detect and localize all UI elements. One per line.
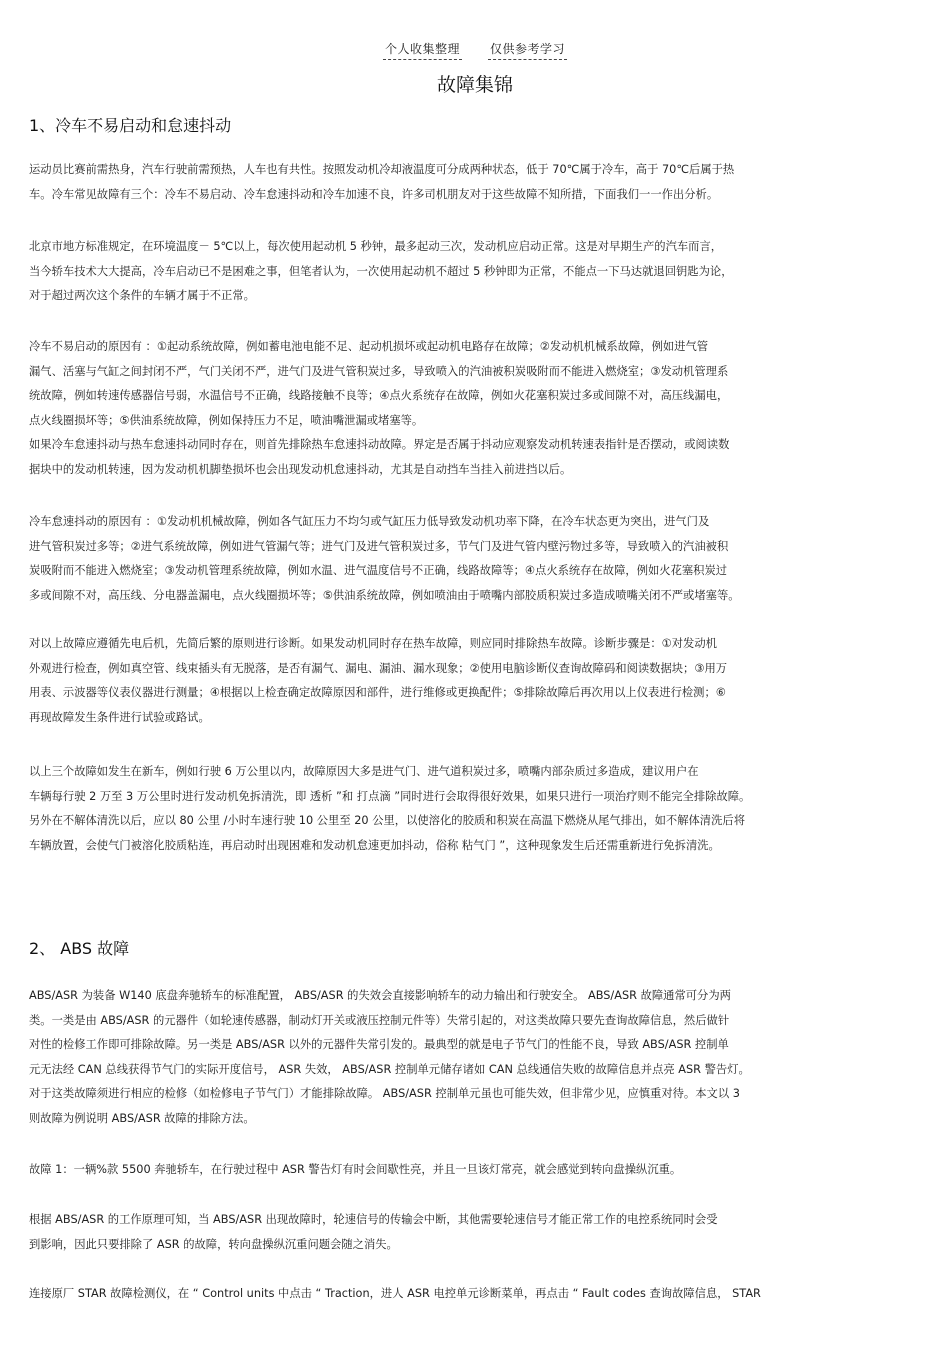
- text-line: 车。冷车常见故障有三个：冷车不易启动、冷车怠速抖动和冷车加速不良，许多司机朋友对于这些故障不知所措，下面我们一一作出分析。: [29, 187, 719, 201]
- section1-paragraph-4: [29, 510, 921, 608]
- document-title: 故障集锦: [436, 74, 513, 96]
- text-line: 另外在不解体清洗以后，应以 80 公里 /小时车速行驶 10 公里至 20 公里，以使溶化的胶质和积炭在高温下燃烧从尾气排出，如不解体清洗后将: [29, 814, 745, 828]
- text-line: 冷车不易启动的原因有 ：①起动系统故障，例如蓄电池电能不足、起动机损坏或起动机电路存在故障；②发动机机械系故障，例如进气管: [29, 340, 709, 353]
- section1-paragraph-6: [29, 760, 921, 858]
- section2-paragraph-3: [29, 1208, 921, 1257]
- section2-paragraph-2: [29, 1158, 921, 1183]
- text-line: 对于这类故障须进行相应的检修（如检修电子节气门）才能排除故障。 ABS/ASR 控制单元虽也可能失效，但非常少见，应慎重对待。本文以 3: [29, 1087, 740, 1101]
- text-line: 故障 1：一辆%款 5500 奔驰轿车，在行驶过程中 ASR 警告灯有时会间歇性亮，并且一旦该灯常亮，就会感觉到转向盘操纵沉重。: [29, 1163, 682, 1176]
- text-line: 点火线圈损坏等；⑤供油系统故障，例如保持压力不足，喷油嘴泄漏或堵塞等。: [29, 413, 424, 427]
- text-line: 统故障，例如转速传感器信号弱，水温信号不正确，线路接触不良等；④点火系统存在故障，例如火花塞积炭过多或间隙不对，高压线漏电，: [29, 389, 729, 403]
- text-line: 连接原厂 STAR 故障检测仪，在 “ Control units 中点击 “ Traction，进人 ASR 电控单元诊断菜单，再点击 “ Fault codes 查询故障信息， STAR: [29, 1287, 761, 1300]
- text-line: 对性的检修工作即可排除故障。另一类是 ABS/ASR 以外的元器件失常引发的。最典型的就是电子节气门的性能不良，导致 ABS/ASR 控制单: [29, 1038, 729, 1052]
- page-header: [0, 40, 950, 60]
- text-line: 北京市地方标准规定，在环境温度－ 5℃以上，每次使用起动机 5 秒钟，最多起动三次，发动机应启动正常。这是对早期生产的汽车而言，: [29, 240, 723, 253]
- header-right-text: 仅供参考学习: [488, 40, 567, 60]
- text-line: 类。一类是由 ABS/ASR 的元器件（如轮速传感器，制动灯开关或液压控制元件等）失常引起的，对这类故障只要先查询故障信息，然后做针: [29, 1013, 730, 1027]
- text-line: 车辆放置，会使气门被溶化胶质粘连，再启动时出现困难和发动机怠速更加抖动，俗称 粘气门 ”，这种现象发生后还需重新进行免拆清洗。: [29, 838, 720, 852]
- text-line: 根据 ABS/ASR 的工作原理可知，当 ABS/ASR 出现故障时，轮速信号的传输会中断，其他需要轮速信号才能正常工作的电控系统同时会受: [29, 1213, 718, 1226]
- text-line: 到影响，因此只要排除了 ASR 的故障，转向盘操纵沉重问题会随之消失。: [29, 1237, 398, 1251]
- text-line: 如果冷车怠速抖动与热车怠速抖动同时存在，则首先排除热车怠速抖动故障。界定是否属于抖动应观察发动机转速表指针是否摆动，或阅读数: [29, 438, 730, 452]
- section1-paragraph-1: [29, 158, 921, 207]
- section2-paragraph-1: [29, 984, 921, 1132]
- section2-paragraph-4: [29, 1282, 921, 1307]
- text-line: 进气管积炭过多等；②进气系统故障，例如进气管漏气等；进气门及进气管积炭过多，节气门及进气管内壁污物过多等，导致喷入的汽油被积: [29, 539, 729, 553]
- header-left-text: 个人收集整理: [383, 40, 462, 60]
- section1-paragraph-5: [29, 632, 921, 730]
- section1-heading: 1、冷车不易启动和怠速抖动: [29, 116, 232, 135]
- section2-heading: 2、 ABS 故障: [29, 939, 130, 958]
- text-line: 车辆每行驶 2 万至 3 万公里时进行发动机免拆清洗，即 透析 ”和 打点滴 ”同时进行会取得很好效果，如果只进行一项治疗则不能完全排除故障。: [29, 789, 751, 803]
- text-line: 用表、示波器等仪表仪器进行测量；④根据以上检查确定故障原因和部件，进行维修或更换配件；⑤排除故障后再次用以上仪表进行检测；⑥: [29, 686, 726, 700]
- text-line: 则故障为例说明 ABS/ASR 故障的排除方法。: [29, 1111, 255, 1125]
- section1-paragraph-3: [29, 335, 921, 483]
- section1-paragraph-2: [29, 235, 921, 309]
- text-line: 运动员比赛前需热身，汽车行驶前需预热，人车也有共性。按照发动机冷却液温度可分成两种状态，低于 70℃属于冷车，高于 70℃后属于热: [29, 163, 735, 176]
- text-line: 据块中的发动机转速，因为发动机机脚垫损坏也会出现发动机怠速抖动，尤其是自动挡车当挂入前进挡以后。: [29, 462, 572, 476]
- text-line: 炭吸附而不能进入燃烧室；③发动机管理系统故障，例如水温、进气温度信号不正确，线路故障等；④点火系统存在故障，例如火花塞积炭过: [29, 564, 728, 578]
- text-line: 冷车怠速抖动的原因有 ：①发动机机械故障，例如各气缸压力不均匀或气缸压力低导致发动机功率下降，在冷车状态更为突出，进气门及: [29, 515, 710, 528]
- text-line: 再现故障发生条件进行试验或路试。: [29, 710, 210, 724]
- text-line: 对以上故障应遵循先电后机，先简后繁的原则进行诊断。如果发动机同时存在热车故障，则应同时排除热车故障。诊断步骤是：①对发动机: [29, 637, 717, 650]
- text-line: 当今轿车技术大大提高，冷车启动已不是困难之事，但笔者认为，一次使用起动机不超过 5 秒钟即为正常，不能点一下马达就退回钥匙为论，: [29, 264, 733, 278]
- text-line: 外观进行检查，例如真空管、线束插头有无脱落，是否有漏气、漏电、漏油、漏水现象；②使用电脑诊断仪查询故障码和阅读数据块；③用万: [29, 661, 728, 675]
- text-line: ABS/ASR 为装备 W140 底盘奔驰轿车的标准配置， ABS/ASR 的失效会直接影响轿车的动力输出和行驶安全。 ABS/ASR 故障通常可分为两: [29, 989, 731, 1002]
- text-line: 多或间隙不对，高压线、分电器盖漏电，点火线圈损坏等；⑤供油系统故障，例如喷油由于喷嘴内部胶质积炭过多造成喷嘴关闭不严或堵塞等。: [29, 588, 740, 602]
- text-line: 以上三个故障如发生在新车，例如行驶 6 万公里以内，故障原因大多是进气门、进气道积炭过多，喷嘴内部杂质过多造成，建议用户在: [29, 765, 699, 778]
- text-line: 漏气、活塞与气缸之间封闭不严，气门关闭不严，进气门及进气管积炭过多，导致喷入的汽油被积炭吸附而不能进入燃烧室；③发动机管理系: [29, 364, 729, 378]
- text-line: 对于超过两次这个条件的车辆才属于不正常。: [29, 289, 255, 303]
- text-line: 元无法经 CAN 总线获得节气门的实际开度信号， ASR 失效， ABS/ASR 控制单元储存诸如 CAN 总线通信失败的故障信息并点亮 ASR 警告灯。: [29, 1062, 750, 1076]
